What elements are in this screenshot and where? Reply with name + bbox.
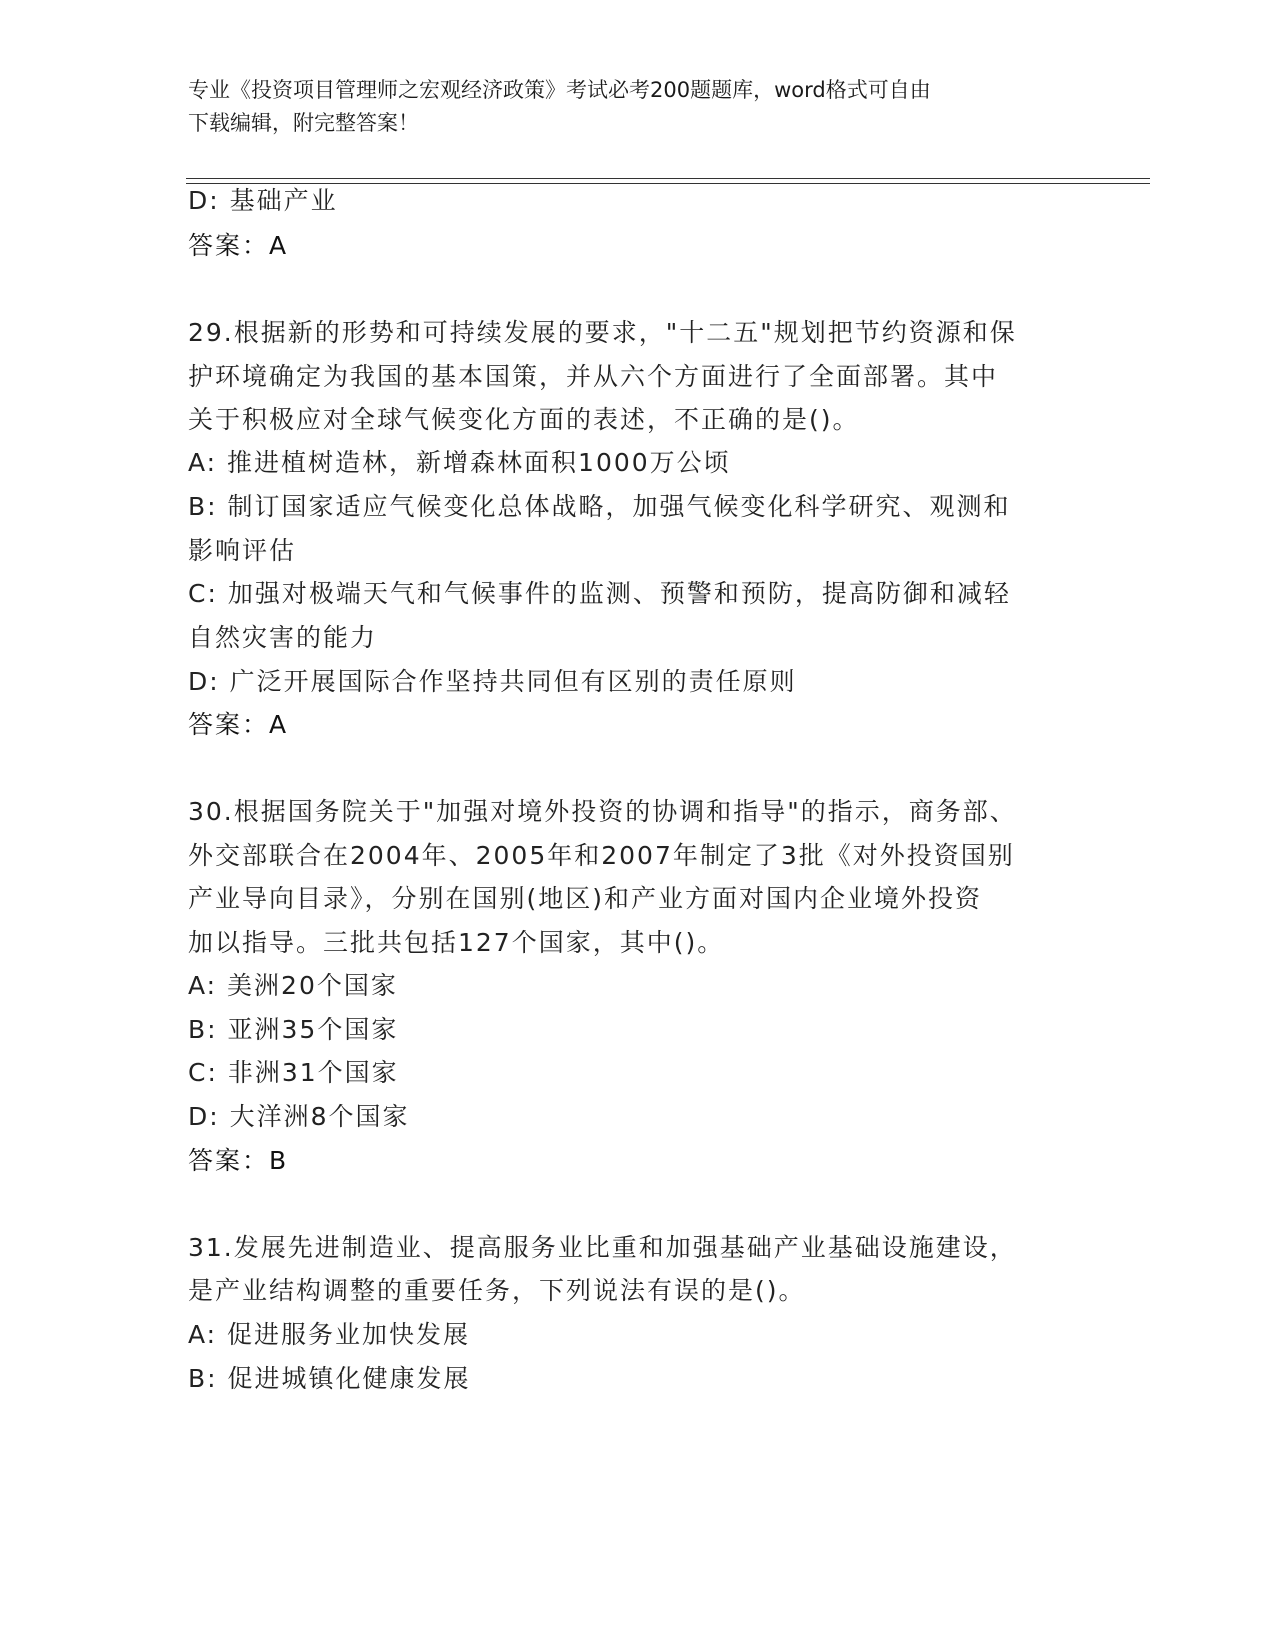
option-d-q29: D: 广泛开展国际合作坚持共同但有区别的责任原则	[188, 667, 797, 696]
option-b-q30: B: 亚洲35个国家	[188, 1015, 399, 1044]
question-31-line-2: 是产业结构调整的重要任务，下列说法有误的是()。	[188, 1276, 806, 1305]
option-c-q29-line-1: C: 加强对极端天气和气候事件的监测、预警和预防，提高防御和减轻	[188, 579, 1011, 608]
header-divider-bottom	[186, 183, 1150, 184]
option-d-q28: D: 基础产业	[188, 186, 338, 215]
question-29-line-1: 29.根据新的形势和可持续发展的要求，"十二五"规划把节约资源和保	[188, 318, 1017, 347]
question-29-line-3: 关于积极应对全球气候变化方面的表述，不正确的是()。	[188, 405, 860, 434]
header-divider-top	[186, 178, 1150, 179]
option-c-q29-line-2: 自然灾害的能力	[188, 623, 378, 652]
document-header	[188, 74, 1068, 140]
option-b-q31: B: 促进城镇化健康发展	[188, 1364, 471, 1393]
answer-q30: 答案：B	[188, 1146, 289, 1175]
option-b-q29-line-2: 影响评估	[188, 536, 297, 565]
option-b-q29-line-1: B: 制订国家适应气候变化总体战略，加强气候变化科学研究、观测和	[188, 492, 1011, 521]
answer-q28: 答案：A	[188, 231, 289, 260]
answer-q29: 答案：A	[188, 710, 289, 739]
question-30-line-4: 加以指导。三批共包括127个国家，其中()。	[188, 928, 725, 957]
header-line-2: 下载编辑，附完整答案！	[188, 111, 419, 135]
option-a-q31: A: 促进服务业加快发展	[188, 1320, 471, 1349]
option-a-q30: A: 美洲20个国家	[188, 971, 398, 1000]
header-line-1: 专业《投资项目管理师之宏观经济政策》考试必考200题题库，word格式可自由	[188, 78, 931, 102]
question-31-line-1: 31.发展先进制造业、提高服务业比重和加强基础产业基础设施建设，	[188, 1233, 1017, 1262]
question-30-line-3: 产业导向目录》，分别在国别(地区)和产业方面对国内企业境外投资	[188, 884, 983, 913]
question-30-line-2: 外交部联合在2004年、2005年和2007年制定了3批《对外投资国别	[188, 841, 1015, 870]
option-d-q30: D: 大洋洲8个国家	[188, 1102, 410, 1131]
question-29-line-2: 护环境确定为我国的基本国策，并从六个方面进行了全面部署。其中	[188, 362, 999, 391]
option-c-q30: C: 非洲31个国家	[188, 1058, 399, 1087]
question-30-line-1: 30.根据国务院关于"加强对境外投资的协调和指导"的指示，商务部、	[188, 797, 1017, 826]
option-a-q29: A: 推进植树造林，新增森林面积1000万公顷	[188, 448, 731, 477]
